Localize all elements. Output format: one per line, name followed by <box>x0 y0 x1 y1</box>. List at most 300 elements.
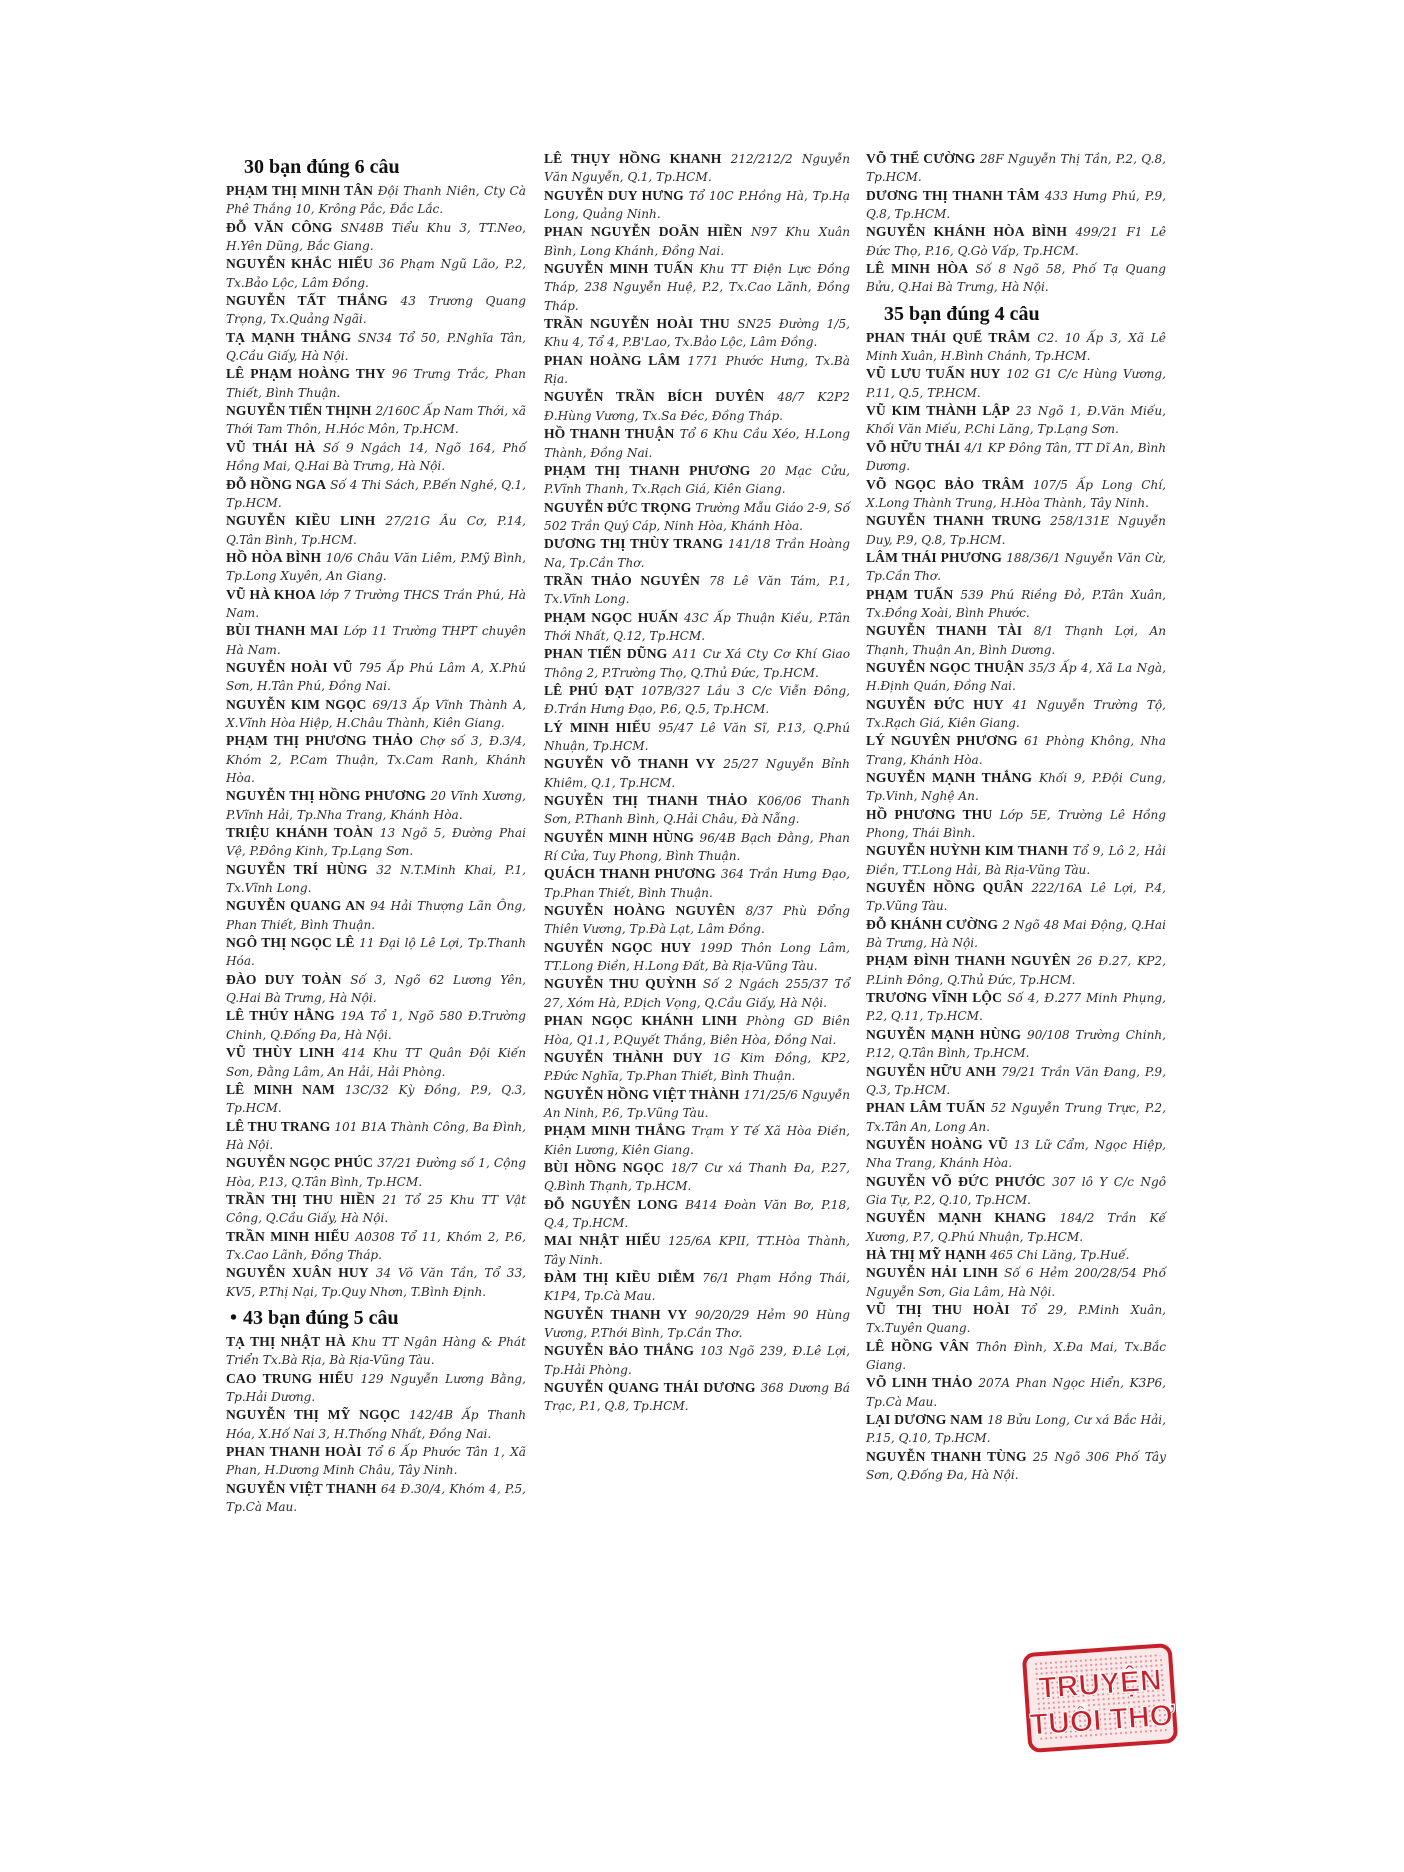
winner-name: NGUYỄN NGỌC THUẬN <box>866 659 1025 675</box>
winner-name: LÝ MINH HIẾU <box>544 719 651 735</box>
winner-address: 13 Lữ Cẩm, Ngọc Hiệp, Nha Trang, Khánh Hòa. <box>866 1137 1166 1171</box>
winner-entry <box>544 260 850 315</box>
truyen-tuoi-tho-stamp-logo <box>1017 1637 1182 1760</box>
winner-name: NGUYỄN VÕ ĐỨC PHƯỚC <box>866 1173 1046 1189</box>
winner-entry <box>866 916 1166 953</box>
winner-name: NGUYỄN ĐỨC TRỌNG <box>544 499 692 515</box>
winner-entry <box>544 682 850 719</box>
winner-address: Thôn Đình, X.Đa Mai, Tx.Bắc Giang. <box>866 1339 1167 1372</box>
winner-name: VŨ HÀ KHOA <box>226 586 316 602</box>
winner-entry <box>544 645 850 682</box>
winner-entry <box>866 1411 1166 1448</box>
winner-address: 11 Đại lộ Lê Lợi, Tp.Thanh Hóa. <box>226 936 526 969</box>
winner-entry <box>866 439 1166 476</box>
winner-entry <box>226 622 526 659</box>
winner-name: VŨ THÁI HÀ <box>226 439 316 455</box>
winner-entry <box>866 365 1166 402</box>
winner-address: Tổ 29, P.Minh Xuân, Tx.Tuyên Quang. <box>866 1302 1166 1336</box>
winner-address: Số 9 Ngách 14, Ngõ 164, Phố Hồng Mai, Q.Hai Bà Trưng, Hà Nội. <box>226 440 526 474</box>
winner-name: ĐỖ NGUYỄN LONG <box>544 1196 678 1212</box>
winner-address: 171/25/6 Nguyễn An Ninh, P.6, Tp.Vũng Tàu. <box>544 1087 850 1120</box>
winner-address: 64 Đ.30/4, Khóm 4, P.5, Tp.Cà Mau. <box>226 1481 526 1515</box>
winner-name: ĐỖ HỒNG NGA <box>226 476 327 492</box>
winner-address: 76/1 Phạm Hồng Thái, K1P4, Tp.Cà Mau. <box>544 1270 850 1304</box>
winner-address: Khu TT Ngân Hàng & Phát Triển Tx.Bà Rịa, Bà Rịa-Vũng Tàu. <box>226 1334 526 1368</box>
winner-entry <box>544 975 850 1012</box>
winner-address: 37/21 Đường số 1, Cộng Hòa, P.13, Q.Tân Bình, Tp.HCM. <box>226 1156 526 1189</box>
winner-entry <box>866 402 1166 439</box>
winner-entry <box>226 787 526 824</box>
winner-entry <box>226 255 526 292</box>
winner-address: A11 Cư Xá Cty Cơ Khí Giao Thông 2, P.Trường Thọ, Q.Thủ Đức, Tp.HCM. <box>544 647 850 680</box>
winner-address: 36 Phạm Ngũ Lão, P.2, Tx.Bảo Lộc, Lâm Đồng. <box>226 257 526 290</box>
winner-name: PHẠM THỊ THANH PHƯƠNG <box>544 462 751 478</box>
winner-entry <box>226 586 526 623</box>
winner-address: SN48B Tiểu Khu 3, TT.Neo, H.Yên Dũng, Bắc Giang. <box>226 220 526 254</box>
winner-address: 20 Vĩnh Xương, P.Vĩnh Hải, Tp.Nha Trang, Khánh Hòa. <box>226 789 526 822</box>
winner-entry <box>544 388 850 425</box>
winner-address: 23 Ngõ 1, Đ.Văn Miếu, Khối Văn Miếu, P.Chi Lăng, Tp.Lạng Sơn. <box>866 404 1166 437</box>
winner-address: B414 Đoàn Văn Bơ, P.18, Q.4, Tp.HCM. <box>544 1197 850 1230</box>
winner-address: 79/21 Trần Văn Đang, P.9, Q.3, Tp.HCM. <box>866 1064 1166 1097</box>
winner-name: VŨ KIM THÀNH LẬP <box>866 403 1010 419</box>
winner-name: DƯƠNG THỊ THÙY TRANG <box>544 536 724 552</box>
winner-address: 188/36/1 Nguyễn Văn Cừ, Tp.Cần Thơ. <box>866 550 1166 584</box>
winner-entry <box>226 476 526 513</box>
winner-address: 10/6 Châu Văn Liêm, P.Mỹ Bình, Tp.Long Xuyên, An Giang. <box>226 550 526 584</box>
winner-name: LÊ THU TRANG <box>226 1118 331 1134</box>
winner-address: Phòng GD Biên Hòa, Q1.1, P.Quyết Thắng, Biên Hòa, Đồng Nai. <box>544 1014 850 1047</box>
winner-address: 78 Lê Văn Tám, P.1, Tx.Vĩnh Long. <box>544 573 850 607</box>
winner-address: 212/212/2 Nguyễn Văn Nguyễn, Q.1, Tp.HCM. <box>544 152 850 185</box>
winner-address: 13 Ngõ 5, Đường Phai Vệ, P.Đông Kinh, Tp.Lạng Sơn. <box>226 826 526 859</box>
winner-name: HỒ PHƯƠNG THU <box>866 806 993 822</box>
winner-entry <box>544 1049 850 1086</box>
winner-address: 258/131E Nguyễn Duy, P.9, Q.8, Tp.HCM. <box>866 514 1166 547</box>
winner-entry <box>226 1081 526 1118</box>
winner-address: 35/3 Ấp 4, Xã La Ngà, H.Định Quán, Đồng Nai. <box>866 660 1166 694</box>
winner-entry <box>226 1044 526 1081</box>
winner-entry <box>544 572 850 609</box>
winner-address: Lớp 5E, Trường Lê Hồng Phong, Thái Bình. <box>866 807 1166 841</box>
winner-entry <box>544 223 850 260</box>
winner-address: Trường Mẫu Giáo 2-9, Số 502 Trần Quý Cáp, Ninh Hòa, Khánh Hòa. <box>544 500 850 533</box>
winner-address: K06/06 Thanh Sơn, P.Thanh Bình, Q.Hải Châu, Đà Nẵng. <box>544 794 850 827</box>
winner-address: 19A Tổ 1, Ngõ 580 Đ.Trường Chinh, Q.Đống Đa, Hà Nội. <box>226 1009 527 1042</box>
winner-address: 125/6A KPII, TT.Hòa Thành, Tây Ninh. <box>544 1234 850 1267</box>
winner-address: 207A Phan Ngọc Hiển, K3P6, Tp.Cà Mau. <box>866 1376 1166 1409</box>
winner-entry <box>226 1480 526 1517</box>
winner-address: Trạm Y Tế Xã Hòa Điền, Kiên Lương, Kiên Giang. <box>544 1124 850 1157</box>
winner-entry <box>544 499 850 536</box>
winner-name: PHAN NGUYỄN DOÃN HIỀN <box>544 224 743 240</box>
winner-entry <box>544 1306 850 1343</box>
winner-name: VŨ LƯU TUẤN HUY <box>866 366 1001 382</box>
winner-entry <box>544 425 850 462</box>
winner-entry <box>544 829 850 866</box>
winner-name: VŨ THỊ THU HOÀI <box>866 1301 1010 1317</box>
winner-name: NGUYỄN TẤT THẮNG <box>226 293 388 309</box>
winner-address: 102 G1 C/c Hùng Vương, P.11, Q.5, TP.HCM. <box>866 367 1166 400</box>
winner-entry <box>226 292 526 329</box>
winner-entry <box>866 879 1166 916</box>
winner-entry <box>866 329 1166 366</box>
winner-entry <box>544 315 850 352</box>
winner-name: HÀ THỊ MỸ HẠNH <box>866 1246 987 1262</box>
winner-entry <box>226 1228 526 1265</box>
winner-entry <box>226 1264 526 1301</box>
winner-address: 43 Trương Quang Trọng, Tx.Quảng Ngãi. <box>226 294 526 327</box>
winner-name: TẠ MẠNH THẮNG <box>226 329 352 345</box>
winner-name: TRẦN MINH HIẾU <box>226 1228 350 1244</box>
winner-address: 18/7 Cư xá Thanh Đa, P.27, Q.Bình Thạnh, Tp.HCM. <box>544 1160 850 1194</box>
winner-name: LÊ HỒNG VÂN <box>866 1338 969 1354</box>
winner-address: 142/4B Ấp Thanh Hóa, X.Hố Nai 3, H.Thống Nhất, Đồng Nai. <box>226 1408 526 1441</box>
winner-entry <box>544 1012 850 1049</box>
winner-address: 21 Tổ 25 Khu TT Vật Công, Q.Cầu Giấy, Hà Nội. <box>226 1192 526 1226</box>
winner-address: 32 N.T.Minh Khai, P.1, Tx.Vĩnh Long. <box>226 862 526 896</box>
winner-entry <box>226 861 526 898</box>
winner-name: NGUYỄN MẠNH THẮNG <box>866 770 1033 785</box>
winner-name: HỒ HÒA BÌNH <box>226 549 322 565</box>
winner-entry <box>544 939 850 976</box>
winner-name: LÊ PHÚ ĐẠT <box>544 682 634 698</box>
winner-name: BÙI HỒNG NGỌC <box>544 1159 665 1175</box>
section-heading: 35 bạn đúng 4 câu <box>884 302 1040 325</box>
winner-entry <box>866 622 1166 659</box>
winner-address: 795 Ấp Phú Lâm A, X.Phú Sơn, H.Tân Phú, Đồng Nai. <box>226 660 526 694</box>
winner-entry <box>226 659 526 696</box>
winner-address: 90/20/29 Hẻm 90 Hùng Vương, P.Thới Bình, Tp.Cần Thơ. <box>544 1307 850 1340</box>
winner-name: NGUYỄN NGỌC HUY <box>544 939 692 955</box>
winner-entry <box>866 989 1166 1026</box>
winner-entry <box>866 586 1166 623</box>
winner-address: 41 Nguyễn Trường Tộ, Tx.Rạch Giá, Kiên Giang. <box>866 697 1166 730</box>
winner-name: TẠ THỊ NHẬT HÀ <box>226 1333 346 1349</box>
winner-address: SN25 Đường 1/5, Khu 4, Tổ 4, P.B'Lao, Tx.Bảo Lộc, Lâm Đồng. <box>544 317 850 350</box>
winner-entry <box>866 223 1166 260</box>
winner-name: NGUYỄN KHÁNH HÒA BÌNH <box>866 224 1068 240</box>
winner-name: TRƯƠNG VĨNH LỘC <box>866 990 1002 1006</box>
winner-address: 8/37 Phù Đổng Thiên Vương, Tp.Đà Lạt, Lâm Đồng. <box>544 904 850 937</box>
winner-name: VÕ HỮU THÁI <box>866 439 961 455</box>
winner-name: LÊ MINH HÒA <box>866 261 969 277</box>
winner-address: A0308 Tổ 11, Khóm 2, P.6, Tx.Cao Lãnh, Đồng Tháp. <box>226 1229 526 1262</box>
winner-name: NGUYỄN HOÀNG NGUYÊN <box>544 903 736 919</box>
winner-entry <box>866 512 1166 549</box>
winner-address: 129 Nguyễn Lương Bằng, Tp.Hải Dương. <box>226 1371 526 1404</box>
winner-address: Số 4 Thi Sách, P.Bến Nghé, Q.1, Tp.HCM. <box>226 477 526 510</box>
winner-address: Tổ 10C P.Hồng Hà, Tp.Hạ Long, Quảng Ninh. <box>544 188 850 222</box>
winner-address: 107B/327 Lầu 3 C/c Viễn Đông, Đ.Trần Hưng Đạo, P.6, Q.5, Tp.HCM. <box>544 683 850 717</box>
winner-name: HỒ THANH THUẬN <box>544 426 675 442</box>
winner-entry <box>544 1342 850 1379</box>
winner-address: 414 Khu TT Quân Đội Kiến Sơn, Đằng Lâm, An Hải, Hải Phòng. <box>226 1046 526 1079</box>
winner-name: NGUYỄN THỊ THANH THẢO <box>544 793 748 809</box>
winner-name: CAO TRUNG HIẾU <box>226 1370 354 1386</box>
winner-address: 52 Nguyễn Trung Trực, P.2, Tx.Tân An, Long An. <box>866 1101 1166 1134</box>
winner-entry <box>226 512 526 549</box>
winner-entry <box>226 439 526 476</box>
winner-name: NGUYỄN HUỲNH KIM THANH <box>866 843 1069 859</box>
winner-address: 141/18 Trần Hoàng Na, Tp.Cần Thơ. <box>544 537 850 570</box>
winner-name: NGUYỄN HỒNG VIỆT THÀNH <box>544 1086 740 1102</box>
winner-name: NGUYỄN MẠNH HÙNG <box>866 1026 1022 1042</box>
winner-address: 96/4B Bạch Đằng, Phan Rí Cửa, Tuy Phong, Bình Thuận. <box>544 830 850 864</box>
winner-entry <box>544 352 850 389</box>
winner-name: NGUYỄN THU QUỲNH <box>544 976 697 992</box>
winner-entry <box>866 659 1166 696</box>
winner-entry <box>544 1232 850 1269</box>
winner-entry <box>226 1370 526 1407</box>
winner-address: 364 Trần Hưng Đạo, Tp.Phan Thiết, Bình Thuận. <box>544 867 850 900</box>
winner-name: VŨ THÙY LINH <box>226 1045 335 1061</box>
winner-entry <box>544 1159 850 1196</box>
winner-address: Số 6 Hẻm 200/28/54 Phố Nguyễn Sơn, Gia Lâm, Hà Nội. <box>866 1266 1166 1299</box>
winner-address: Tổ 9, Lô 2, Hải Điền, TT.Long Hải, Bà Rịa-Vũng Tàu. <box>866 844 1166 877</box>
winner-address: 465 Chi Lăng, Tp.Huế. <box>990 1247 1130 1262</box>
winner-name: LÊ PHẠM HOÀNG THY <box>226 366 386 382</box>
winner-name: MAI NHẬT HIẾU <box>544 1233 661 1249</box>
winner-address: 69/13 Ấp Vĩnh Thành A, X.Vĩnh Hòa Hiệp, H.Châu Thành, Kiên Giang. <box>226 697 526 730</box>
winner-name: NGUYỄN HOÀI VŨ <box>226 659 353 675</box>
winner-entry <box>226 329 526 366</box>
winner-name: NGUYỄN THỊ HỒNG PHƯƠNG <box>226 788 426 804</box>
winner-address: N97 Khu Xuân Bình, Long Khánh, Đồng Nai. <box>544 225 850 258</box>
winner-address: 18 Bửu Long, Cư xá Bắc Hải, P.15, Q.10, Tp.HCM. <box>866 1413 1166 1446</box>
winner-entry <box>866 150 1166 187</box>
winner-address: 20 Mạc Cửu, P.Vĩnh Thanh, Tx.Rạch Giá, Kiên Giang. <box>544 463 850 497</box>
winner-entry <box>226 1007 526 1044</box>
winner-name: ĐÀM THỊ KIỀU DIỄM <box>544 1269 695 1285</box>
winner-name: NGUYỄN VIỆT THANH <box>226 1480 377 1496</box>
winner-address: Tổ 6 Ấp Phước Tân 1, Xã Phan, H.Dương Minh Châu, Tây Ninh. <box>226 1445 526 1478</box>
winner-name: NGUYỄN THANH VY <box>544 1306 688 1322</box>
winner-address: Số 2 Ngách 255/37 Tổ 27, Xóm Hà, P.Dịch Vọng, Q.Cầu Giấy, Hà Nội. <box>544 977 850 1010</box>
winner-name: LÊ THÚY HẰNG <box>226 1008 335 1024</box>
winner-name: PHẠM ĐÌNH THANH NGUYÊN <box>866 953 1071 969</box>
winner-entry <box>226 696 526 733</box>
winner-entry <box>866 952 1166 989</box>
column-3 <box>866 150 1166 1484</box>
winner-entry <box>544 1122 850 1159</box>
winner-address: 96 Trưng Trắc, Phan Thiết, Bình Thuận. <box>226 367 526 400</box>
winner-name: NGUYỄN DUY HƯNG <box>544 187 684 203</box>
winner-address: 184/2 Trần Kế Xương, P.7, Q.Phú Nhuận, Tp.HCM. <box>866 1211 1166 1244</box>
winner-address: 2 Ngõ 48 Mai Động, Q.Hai Bà Trưng, Hà Nội. <box>866 917 1166 951</box>
winner-name: VÕ NGỌC BẢO TRÂM <box>866 476 1025 492</box>
winner-name: NGUYỄN KIM NGỌC <box>226 696 367 712</box>
winner-entry <box>226 1333 526 1370</box>
winner-entry <box>866 549 1166 586</box>
winner-entry <box>544 1086 850 1123</box>
winner-entry <box>866 769 1166 806</box>
winner-address: Số 8 Ngõ 58, Phố Tạ Quang Bửu, Q.Hai Bà Trưng, Hà Nội. <box>866 262 1166 295</box>
winner-address: C2. 10 Ấp 3, Xã Lê Minh Xuân, H.Bình Chánh, Tp.HCM. <box>866 330 1166 364</box>
winner-entry <box>544 609 850 646</box>
winner-name: PHAN LÂM TUẤN <box>866 1100 986 1116</box>
winner-entry <box>866 1026 1166 1063</box>
winner-name: NGUYỄN XUÂN HUY <box>226 1265 369 1281</box>
winner-address: 28F Nguyễn Thị Tần, P.2, Q.8, Tp.HCM. <box>866 152 1166 185</box>
winner-address: 103 Ngõ 239, Đ.Lê Lợi, Tp.Hải Phòng. <box>544 1344 850 1377</box>
winner-name: NGUYỄN QUANG AN <box>226 898 366 914</box>
winner-entry <box>226 934 526 971</box>
winner-name: NGUYỄN KIỀU LINH <box>226 513 376 529</box>
winner-entry <box>866 260 1166 297</box>
winner-name: LÊ MINH NAM <box>226 1081 335 1097</box>
winner-entry <box>866 1301 1166 1338</box>
winner-name: PHAN NGỌC KHÁNH LINH <box>544 1013 738 1029</box>
winner-entry <box>866 1136 1166 1173</box>
winner-entry <box>226 1443 526 1480</box>
winner-name: NGUYỄN MINH HÙNG <box>544 829 694 845</box>
winner-address: Khu TT Điện Lực Đồng Tháp, 238 Nguyễn Huệ, P.2, Tx.Cao Lãnh, Đồng Tháp. <box>544 262 850 313</box>
winner-entry <box>866 696 1166 733</box>
winner-address: 107/5 Ấp Long Chí, X.Long Thành Trung, H.Hòa Thành, Tây Ninh. <box>866 477 1166 510</box>
winner-name: TRẦN NGUYỄN HOÀI THU <box>544 316 730 332</box>
winner-entry <box>226 732 526 787</box>
winner-address: 199D Thôn Long Lâm, TT.Long Điền, H.Long Đất, Bà Rịa-Vũng Tàu. <box>544 940 850 974</box>
winner-address: 34 Võ Văn Tần, Tổ 33, KV5, P.Thị Nại, Tp.Quy Nhơn, T.Bình Định. <box>226 1266 526 1299</box>
section-heading: • 43 bạn đúng 5 câu <box>244 1307 526 1329</box>
winner-entry <box>866 1099 1166 1136</box>
winner-entry <box>866 476 1166 513</box>
winner-address: 13C/32 Kỳ Đồng, P.9, Q.3, Tp.HCM. <box>226 1082 526 1116</box>
winner-address: 1771 Phước Hưng, Tx.Bà Rịa. <box>544 353 850 387</box>
winner-entry <box>866 806 1166 843</box>
winner-name: TRẦN THỊ THU HIỀN <box>226 1191 375 1207</box>
winner-entry <box>226 549 526 586</box>
winner-entry <box>866 1246 1166 1264</box>
winner-name: NGUYỄN THANH TÀI <box>866 623 1023 639</box>
winner-address: 433 Hưng Phú, P.9, Q.8, Tp.HCM. <box>866 188 1166 222</box>
winner-address: Chợ số 3, Đ.3/4, Khóm 2, P.Cam Thuận, Tx.Cam Ranh, Khánh Hòa. <box>226 734 526 785</box>
winner-name: NGUYỄN NGỌC PHÚC <box>226 1155 374 1171</box>
column-2 <box>544 150 850 1416</box>
winner-name: PHẠM THỊ PHƯƠNG THẢO <box>226 733 414 749</box>
winner-name: PHAN THANH HOÀI <box>226 1444 362 1460</box>
winner-address: lớp 7 Trường THCS Trần Phú, Hà Nam. <box>226 587 526 620</box>
winner-address: 499/21 F1 Lê Đức Thọ, P.16, Q.Gò Vấp, Tp.HCM. <box>866 225 1166 258</box>
winner-name: NGUYỄN THANH TÙNG <box>866 1448 1027 1464</box>
stamp-line-1: TRUYỆN <box>1037 1663 1163 1706</box>
winner-name: NGUYỄN QUANG THÁI DƯƠNG <box>544 1380 756 1396</box>
winner-entry <box>866 1374 1166 1411</box>
winner-address: 61 Phòng Không, Nha Trang, Khánh Hòa. <box>866 734 1166 767</box>
winner-entry <box>866 1448 1166 1485</box>
winner-entry <box>544 865 850 902</box>
winner-entry <box>544 755 850 792</box>
winner-name: NGUYỄN TRẦN BÍCH DUYÊN <box>544 389 765 405</box>
winner-name: NGUYỄN HẢI LINH <box>866 1265 998 1281</box>
winner-address: Khối 9, P.Đội Cung, Tp.Vinh, Nghệ An. <box>866 771 1166 804</box>
winner-name: NGUYỄN KHẮC HIẾU <box>226 256 373 272</box>
winner-entry <box>544 462 850 499</box>
winner-entry <box>544 535 850 572</box>
winner-name: PHẠM TUẤN <box>866 586 954 602</box>
winner-name: LÊ THỤY HỒNG KHANH <box>544 151 722 166</box>
winner-entry <box>544 150 850 187</box>
winner-name: PHẠM THỊ MINH TÂN <box>226 183 374 198</box>
winner-entry <box>226 402 526 439</box>
winner-name: PHAN THÁI QUẾ TRÂM <box>866 329 1031 345</box>
winner-entry <box>226 1118 526 1155</box>
winner-entry <box>226 897 526 934</box>
winner-address: 25 Ngõ 306 Phố Tây Sơn, Q.Đống Đa, Hà Nội. <box>866 1449 1166 1483</box>
winner-address: Đội Thanh Niên, Cty Cà Phê Thắng 10, Krông Pắc, Đắc Lắc. <box>226 184 526 217</box>
winner-address: Tổ 6 Khu Cầu Xéo, H.Long Thành, Đồng Nai. <box>544 427 850 460</box>
winner-name: TRIỆU KHÁNH TOÀN <box>226 825 374 841</box>
winner-entry <box>226 182 526 219</box>
winner-name: NGUYỄN MINH TUẤN <box>544 261 694 277</box>
winner-address: 26 Đ.27, KP2, P.Linh Đông, Q.Thủ Đức, Tp.HCM. <box>866 954 1166 987</box>
winner-name: PHAN TIẾN DŨNG <box>544 646 668 662</box>
winner-entry <box>226 1406 526 1443</box>
column-1 <box>226 150 526 1516</box>
winner-entry <box>226 1154 526 1191</box>
winner-address: 101 B1A Thành Công, Ba Đình, Hà Nội. <box>226 1119 526 1152</box>
winner-entry <box>544 187 850 224</box>
winner-name: ĐÀO DUY TOÀN <box>226 971 342 987</box>
winner-name: PHẠM NGỌC HUẤN <box>544 609 679 625</box>
winner-name: VÕ LINH THẢO <box>866 1375 973 1391</box>
winner-entry <box>866 1209 1166 1246</box>
winner-entry <box>866 1173 1166 1210</box>
winner-entry <box>544 719 850 756</box>
winner-address: 25/27 Nguyễn Bỉnh Khiêm, Q.1, Tp.HCM. <box>544 757 850 790</box>
winner-name: LÝ NGUYÊN PHƯƠNG <box>866 733 1018 749</box>
winner-name: NGUYỄN MẠNH KHANG <box>866 1210 1047 1226</box>
winner-entry <box>544 1269 850 1306</box>
stamp-line-2: TUỔI THƠ <box>1028 1698 1177 1742</box>
winner-address: Số 4, Đ.277 Minh Phụng, P.2, Q.11, Tp.HCM. <box>866 991 1166 1024</box>
section-heading: 30 bạn đúng 6 câu <box>244 156 400 178</box>
winner-name: PHAN HOÀNG LÂM <box>544 352 681 368</box>
winner-name: NGUYỄN HỮU ANH <box>866 1063 997 1079</box>
winner-entry <box>226 971 526 1008</box>
winner-name: BÙI THANH MAI <box>226 623 339 639</box>
winner-address: 27/21G Âu Cơ, P.14, Q.Tân Bình, Tp.HCM. <box>226 514 526 547</box>
winner-entry <box>226 365 526 402</box>
winner-entry <box>226 219 526 256</box>
winner-name: QUÁCH THANH PHƯƠNG <box>544 866 716 882</box>
winner-address: 222/16A Lê Lợi, P.4, Tp.Vũng Tàu. <box>866 881 1166 914</box>
winner-name: NGUYỄN TRÍ HÙNG <box>226 861 368 877</box>
winner-entry <box>544 1196 850 1233</box>
winner-name: TRẦN THẢO NGUYÊN <box>544 572 700 588</box>
winner-entry <box>226 824 526 861</box>
winner-address: 94 Hải Thượng Lãn Ông, Phan Thiết, Bình Thuận. <box>226 899 526 932</box>
winner-address: 43C Ấp Thuận Kiều, P.Tân Thới Nhất, Q.12, Tp.HCM. <box>544 610 850 643</box>
winner-name: ĐỖ VĂN CÔNG <box>226 219 333 235</box>
winner-address: SN34 Tổ 50, P.Nghĩa Tân, Q.Cầu Giấy, Hà Nội. <box>226 330 526 364</box>
winner-name: NGUYỄN VÕ THANH VY <box>544 756 716 772</box>
winner-entry <box>226 1191 526 1228</box>
winner-address: Số 3, Ngõ 62 Lương Yên, Q.Hai Bà Trưng, Hà Nội. <box>226 972 526 1006</box>
winner-name: DƯƠNG THỊ THANH TÂM <box>866 187 1040 203</box>
winner-address: 2/160C Ấp Nam Thới, xã Thới Tam Thôn, H.Hóc Môn, Tp.HCM. <box>226 404 526 437</box>
winner-name: NGUYỄN THANH TRUNG <box>866 513 1042 529</box>
winner-name: NGUYỄN ĐỨC HUY <box>866 696 1004 712</box>
winner-address: 368 Dương Bá Trạc, P.1, Q.8, Tp.HCM. <box>544 1381 850 1414</box>
winner-address: 8/1 Thạnh Lợi, An Thạnh, Thuận An, Bình Dương. <box>866 624 1166 657</box>
winner-entry <box>866 1264 1166 1301</box>
winner-name: NGUYỄN HOÀNG VŨ <box>866 1136 1008 1152</box>
winner-entry <box>866 842 1166 879</box>
winner-name: LẠI DƯƠNG NAM <box>866 1412 983 1428</box>
winner-name: NGUYỄN TIẾN THỊNH <box>226 403 372 419</box>
